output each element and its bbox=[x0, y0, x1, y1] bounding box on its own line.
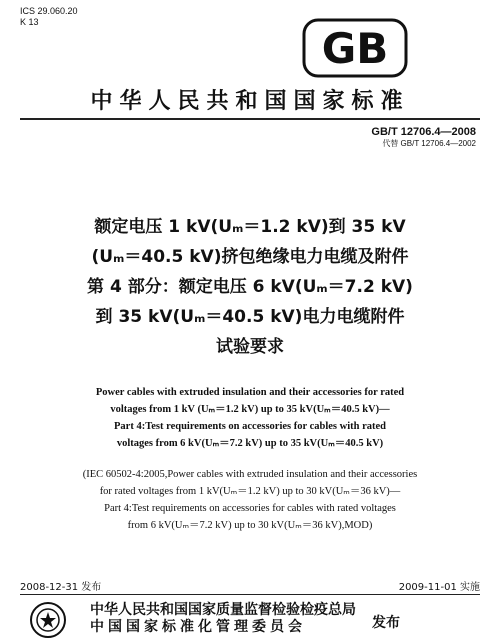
emblem-icon bbox=[28, 600, 68, 640]
chinese-title-line: 第 4 部分：额定电压 6 kV(Uₘ＝7.2 kV) bbox=[87, 277, 413, 297]
english-title bbox=[20, 384, 480, 452]
chinese-title-line: 到 35 kV(Uₘ＝40.5 kV)电力电缆附件 bbox=[95, 307, 405, 327]
issue-date: 2008-12-31 发布 bbox=[20, 582, 102, 593]
standard-name: 中华人民共和国国家标准 bbox=[90, 89, 410, 114]
standard-code: GB/T 12706.4—2008 bbox=[371, 126, 476, 138]
publish-label: 发布 bbox=[372, 615, 400, 631]
chinese-title-line: (Uₘ＝40.5 kV)挤包绝缘电力电缆及附件 bbox=[91, 247, 409, 267]
implementation-date: 2009-11-01 实施 bbox=[398, 582, 480, 593]
iec-line: (IEC 60502-4:2005,Power cables with extruded insulation and their accessories bbox=[82, 469, 418, 480]
standard-code-block bbox=[371, 126, 476, 149]
chinese-title-line: 额定电压 1 kV(Uₘ＝1.2 kV)到 35 kV bbox=[94, 217, 406, 237]
chinese-title-line: 试验要求 bbox=[216, 337, 284, 357]
issuer-line-2: 中国国家标准化管理委员会 bbox=[90, 619, 306, 635]
issuing-authorities bbox=[90, 602, 356, 636]
top-divider bbox=[20, 118, 480, 120]
english-title-line: voltages from 6 kV(Uₘ＝7.2 kV) up to 35 kV(Uₘ＝40.5 kV) bbox=[116, 438, 384, 449]
ics-code bbox=[20, 6, 78, 28]
classification-code: K 13 bbox=[20, 17, 39, 27]
iec-line: from 6 kV(Uₘ＝7.2 kV) up to 30 kV(Uₘ＝36 kV),MOD) bbox=[127, 520, 373, 531]
iec-line: for rated voltages from 1 kV(Uₘ＝1.2 kV) up to 30 kV(Uₘ＝36 kV)— bbox=[99, 486, 401, 497]
bottom-divider bbox=[20, 594, 480, 595]
replaces-code: 代替 GB/T 12706.4—2002 bbox=[382, 139, 476, 148]
ics-number: ICS 29.060.20 bbox=[20, 6, 78, 16]
iec-line: Part 4:Test requirements on accessories for cables with rated voltages bbox=[104, 503, 396, 514]
english-title-line: voltages from 1 kV (Uₘ＝1.2 kV) up to 35 kV(Uₘ＝40.5 kV)— bbox=[110, 404, 390, 415]
issuer-line-1: 中华人民共和国国家质量监督检验检疫总局 bbox=[90, 602, 356, 618]
english-title-line: Part 4:Test requirements on accessories for cables with rated bbox=[114, 421, 386, 432]
iec-reference bbox=[20, 466, 480, 534]
english-title-line: Power cables with extruded insulation and their accessories for rated bbox=[95, 387, 405, 398]
chinese-title bbox=[20, 212, 480, 362]
gb-logo-text: GB bbox=[321, 24, 389, 73]
gb-logo bbox=[300, 18, 410, 78]
